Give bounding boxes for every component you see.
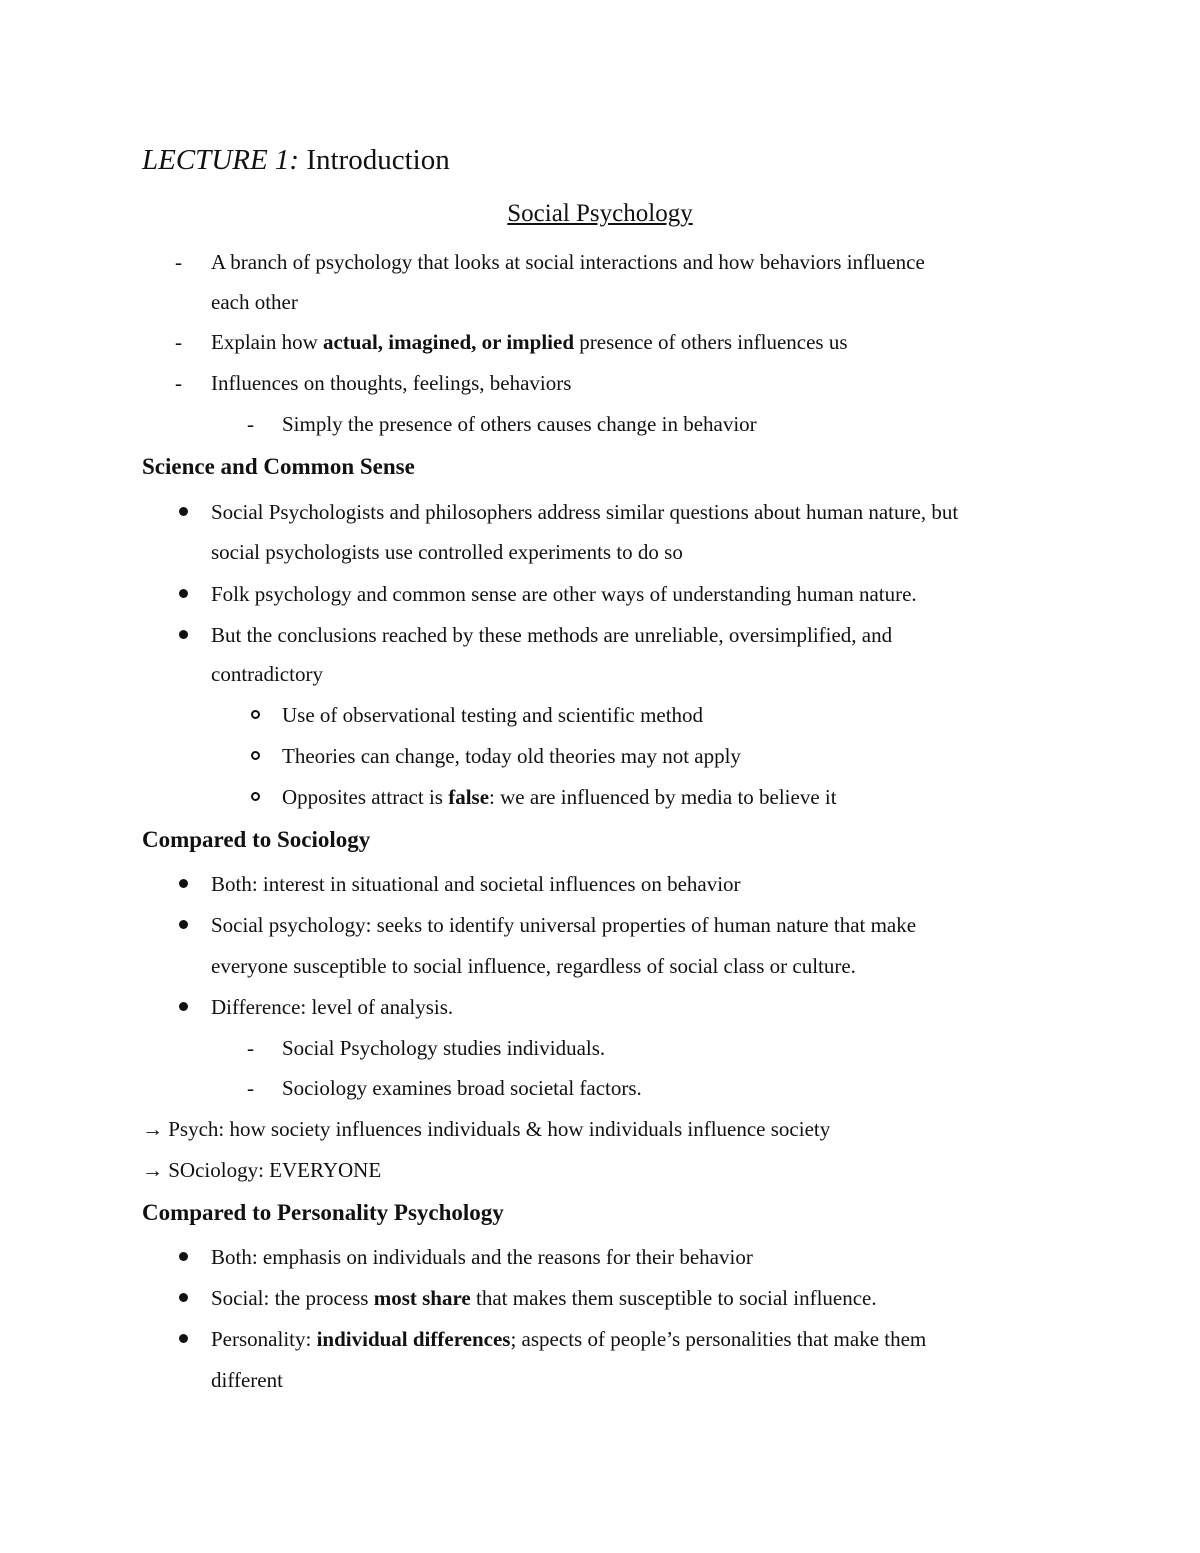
bullet-dot (179, 920, 188, 929)
bullet-dot (179, 1252, 188, 1261)
sociology-bullet-1: Both: interest in situational and societal influences on behavior (211, 872, 741, 896)
science-bullet-1-line-2: social psychologists use controlled experiments to do so (211, 540, 683, 564)
bullet-dot (179, 1334, 188, 1343)
intro-bullet-1-line-2: each other (211, 290, 298, 314)
bullet-dot (179, 589, 188, 598)
intro-bullet-2-bold: actual, imagined, or implied (322, 330, 575, 354)
lecture-topic: Introduction (299, 144, 450, 176)
personality-bullet-3-line-1 (211, 1327, 926, 1351)
intro-bullet-3: Influences on thoughts, feelings, behaviors (211, 371, 572, 395)
science-sub-bullet-3-pre: Opposites attract is (282, 785, 449, 809)
sociology-bullet-2-line-2: everyone susceptible to social influence, regardless of social class or culture. (211, 954, 856, 978)
science-bullet-1-line-1: Social Psychologists and philosophers address similar questions about human nature, but (211, 500, 959, 524)
bullet-dot (179, 879, 188, 888)
personality-bullet-2-bold: most share (373, 1286, 471, 1310)
arrow-note-psych: → Psych: how society influences individuals & how individuals influence society (142, 1117, 831, 1141)
dash-marker: - (247, 412, 254, 436)
lecture-title (142, 143, 450, 177)
intro-bullet-2-post: presence of others influences us (574, 330, 848, 354)
sociology-sub-bullet-2: Sociology examines broad societal factors. (282, 1076, 642, 1100)
personality-bullet-2 (211, 1286, 877, 1310)
section-heading-sociology: Compared to Sociology (142, 827, 371, 852)
personality-bullet-3-line-2: different (211, 1368, 283, 1392)
sociology-bullet-3: Difference: level of analysis. (211, 995, 454, 1019)
science-bullet-2: Folk psychology and common sense are other ways of understanding human nature. (211, 582, 917, 606)
sub-bullet-circle (251, 710, 260, 719)
dash-marker: - (175, 250, 182, 274)
lecture-label: LECTURE 1: (142, 144, 300, 176)
dash-marker: - (175, 330, 182, 354)
personality-bullet-3-pre: Personality: (211, 1327, 317, 1351)
science-sub-bullet-3-bold: false (448, 785, 490, 809)
science-sub-bullet-3 (282, 785, 837, 809)
arrow-note-sociology: → SOciology: EVERYONE (142, 1158, 382, 1182)
personality-bullet-2-pre: Social: the process (211, 1286, 374, 1310)
personality-bullet-3-post: ; aspects of people’s personalities that make them (510, 1327, 927, 1351)
personality-bullet-1: Both: emphasis on individuals and the reasons for their behavior (211, 1245, 753, 1269)
sub-bullet-circle (251, 792, 260, 801)
personality-bullet-3-bold: individual differences (316, 1327, 511, 1351)
intro-sub-bullet-1: Simply the presence of others causes change in behavior (282, 412, 757, 436)
bullet-dot (179, 630, 188, 639)
science-sub-bullet-1: Use of observational testing and scientific method (282, 703, 704, 727)
dash-marker: - (247, 1036, 254, 1060)
bullet-dot (179, 1002, 188, 1011)
bullet-dot (179, 1293, 188, 1302)
intro-bullet-2 (211, 330, 848, 354)
section-heading-science: Science and Common Sense (142, 454, 415, 479)
sub-bullet-circle (251, 751, 260, 760)
dash-marker: - (247, 1076, 254, 1100)
section-heading-personality: Compared to Personality Psychology (142, 1200, 504, 1225)
section-heading-social-psychology: Social Psychology (507, 200, 693, 227)
intro-bullet-2-pre: Explain how (211, 330, 323, 354)
intro-bullet-1-line-1: A branch of psychology that looks at social interactions and how behaviors influence (211, 250, 925, 274)
science-sub-bullet-3-post: : we are influenced by media to believe it (489, 785, 837, 809)
personality-bullet-2-post: that makes them susceptible to social influence. (470, 1286, 877, 1310)
sociology-bullet-2-line-1: Social psychology: seeks to identify universal properties of human nature that make (211, 913, 917, 937)
dash-marker: - (175, 371, 182, 395)
science-bullet-3-line-2: contradictory (211, 662, 323, 686)
bullet-dot (179, 507, 188, 516)
science-sub-bullet-2: Theories can change, today old theories may not apply (282, 744, 741, 768)
sociology-sub-bullet-1: Social Psychology studies individuals. (282, 1036, 606, 1060)
science-bullet-3-line-1: But the conclusions reached by these methods are unreliable, oversimplified, and (211, 623, 893, 647)
